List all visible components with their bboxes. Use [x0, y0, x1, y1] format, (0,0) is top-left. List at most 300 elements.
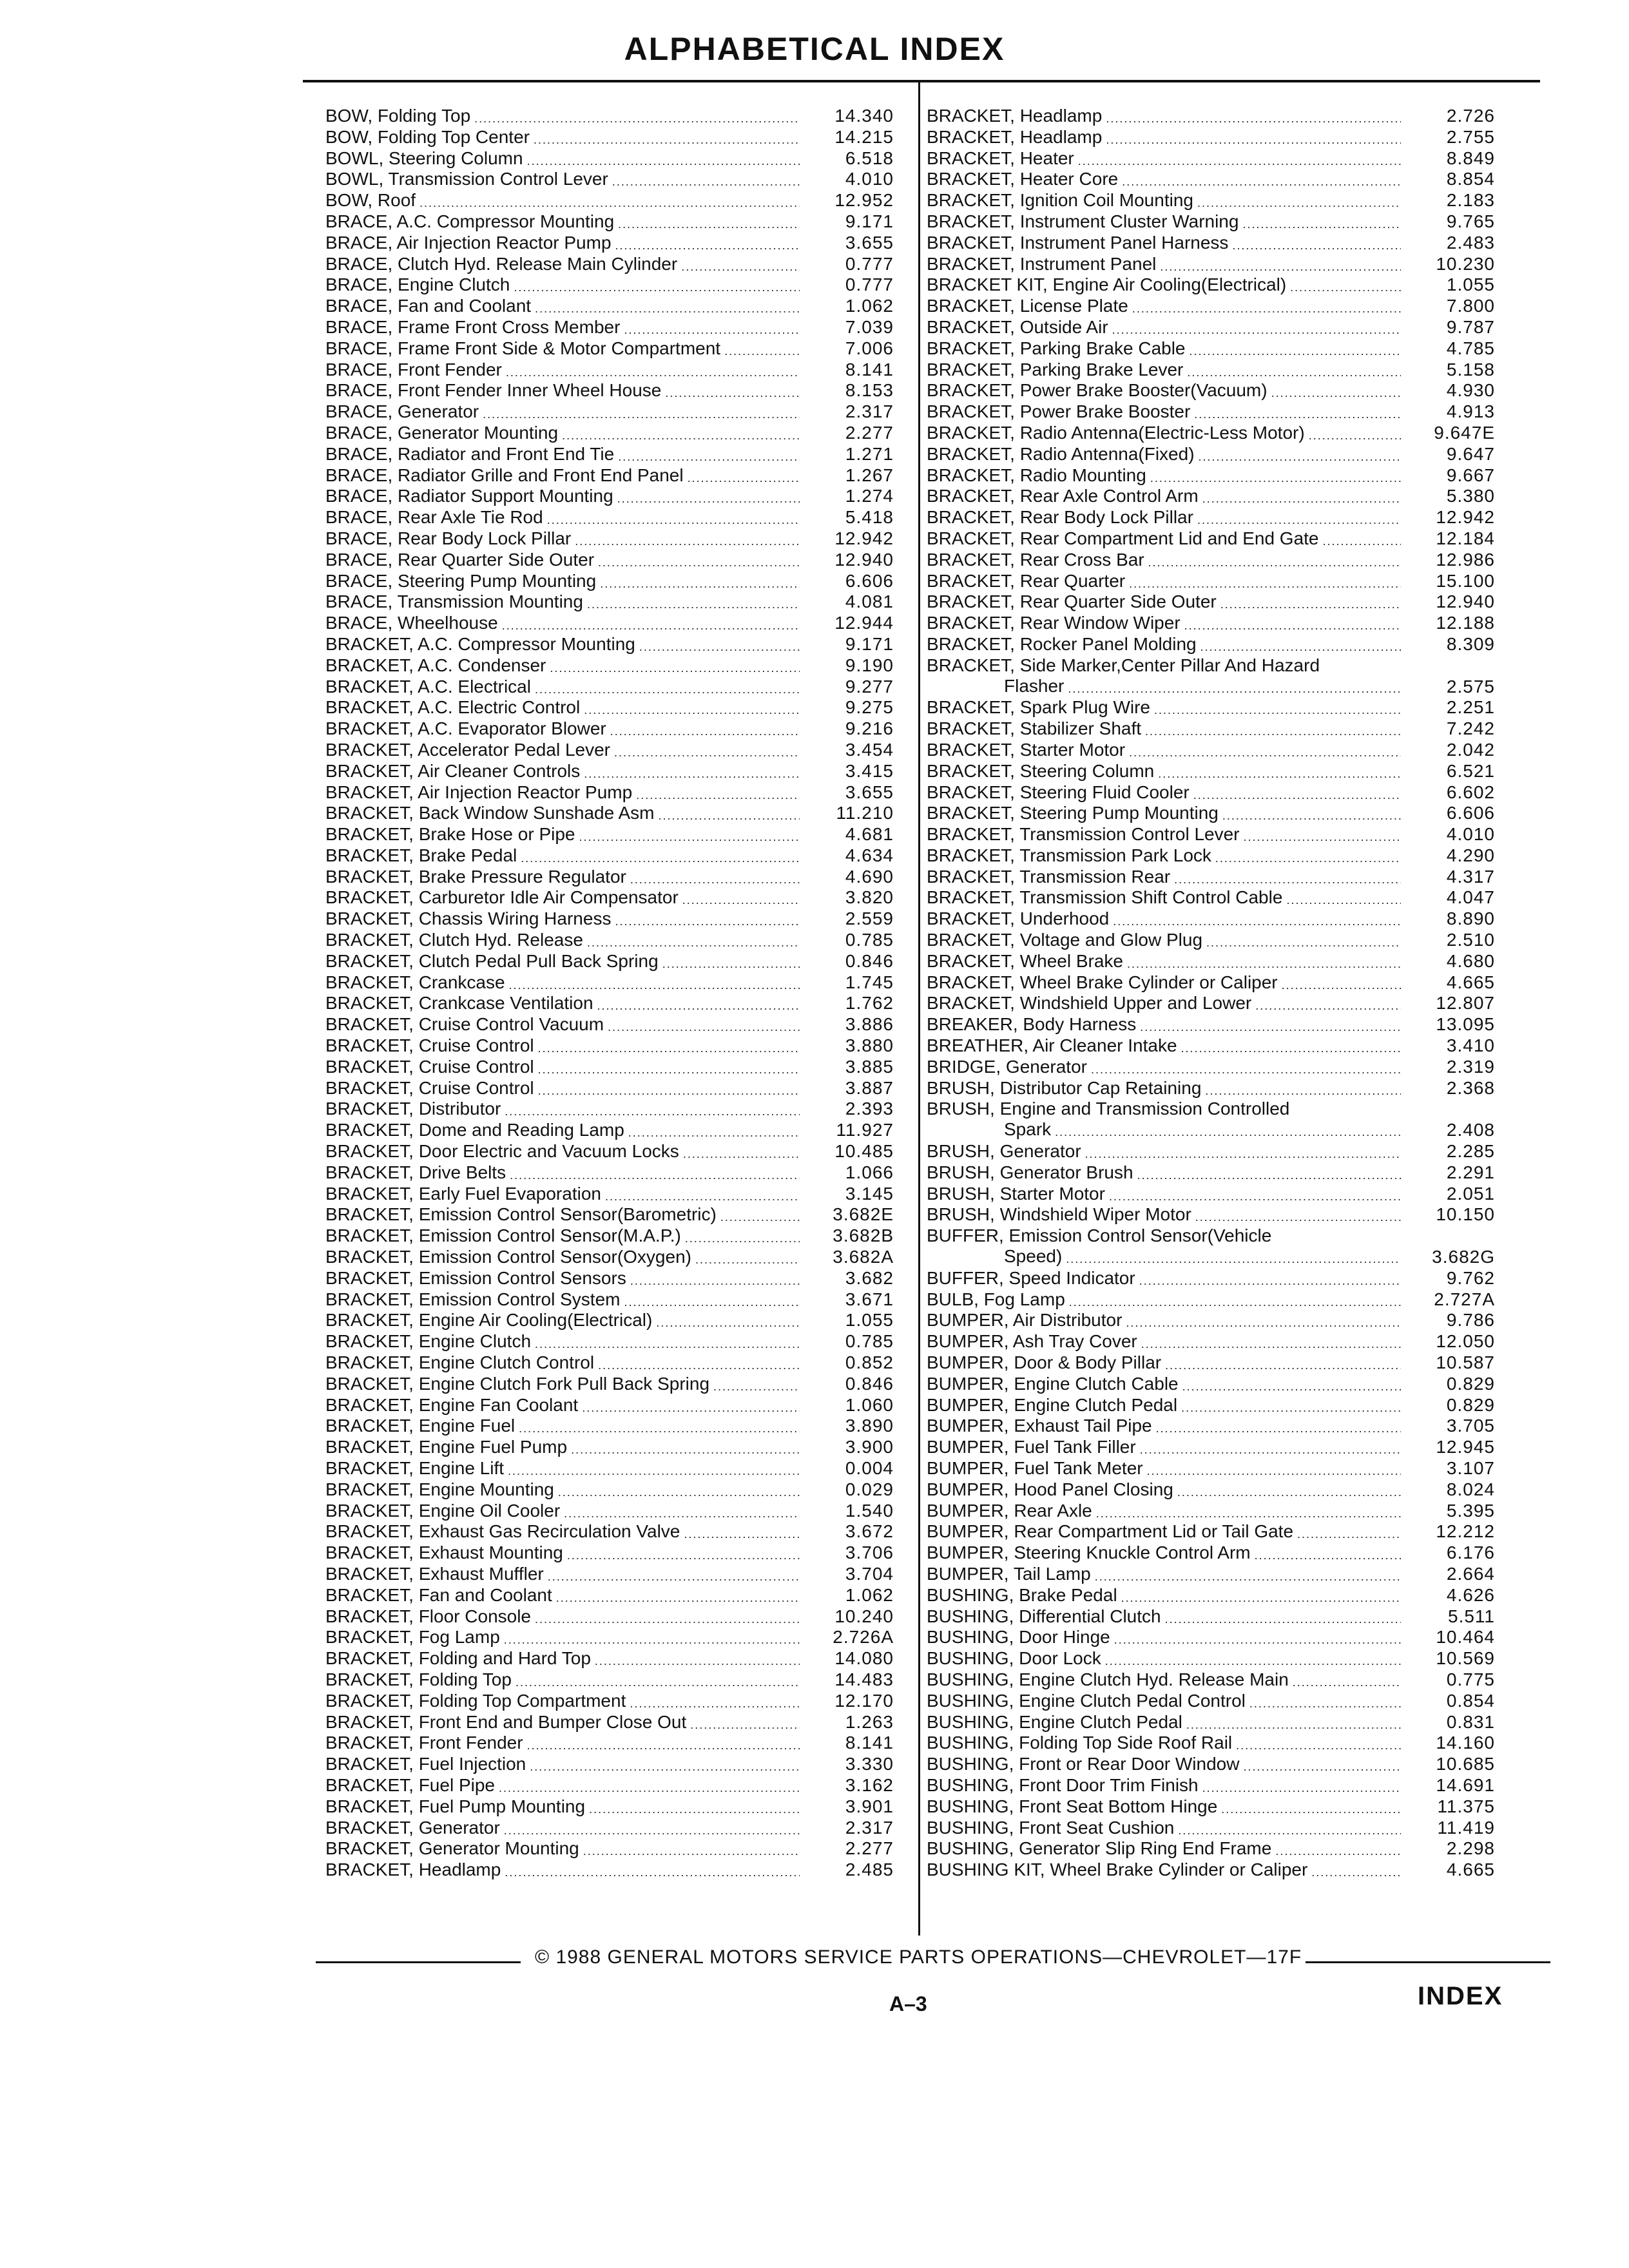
leader-dots	[1132, 301, 1401, 316]
leader-dots	[688, 470, 800, 486]
leader-dots	[556, 1590, 800, 1606]
index-entry	[927, 1669, 1507, 1691]
index-entry	[325, 106, 905, 127]
entry-name: BRACKET, Cruise Control Vacuum	[325, 1014, 604, 1035]
leader-dots	[1055, 1124, 1401, 1140]
entry-page: 4.634	[845, 845, 894, 865]
leader-dots	[681, 259, 800, 274]
entry-page: 3.410	[1446, 1035, 1495, 1056]
leader-dots	[558, 1485, 800, 1500]
index-entry	[927, 169, 1507, 190]
index-entry	[927, 317, 1507, 338]
index-entry	[325, 444, 905, 465]
entry-page: 2.291	[1446, 1162, 1495, 1182]
index-entry	[927, 211, 1507, 233]
leader-dots	[1181, 1400, 1401, 1416]
leader-dots	[1139, 1273, 1401, 1289]
entry-page: 1.745	[845, 972, 894, 992]
entry-name-continued: Speed)	[1004, 1246, 1063, 1267]
entry-page: 12.940	[834, 549, 894, 570]
index-entry	[325, 1564, 905, 1585]
index-entry	[927, 1775, 1507, 1796]
entry-name: BRACKET, Wheel Brake	[927, 950, 1123, 971]
leader-dots	[1127, 956, 1401, 972]
index-entry	[325, 1458, 905, 1479]
entry-name: BRACKET, Exhaust Gas Recirculation Valve	[325, 1521, 680, 1542]
entry-name: BRACE, Steering Pump Mounting	[325, 570, 597, 591]
entry-page: 6.606	[1446, 803, 1495, 823]
index-entry	[927, 550, 1507, 571]
entry-name: BUMPER, Ash Tray Cover	[927, 1331, 1137, 1352]
entry-name: BRACKET, Back Window Sunshade Asm	[325, 803, 655, 823]
index-entry	[325, 507, 905, 528]
entry-page: 2.755	[1446, 126, 1495, 147]
entry-page: 1.263	[845, 1711, 894, 1732]
entry-name: BRACKET, Emission Control Sensor(M.A.P.)	[325, 1225, 681, 1246]
entry-page: 1.762	[845, 993, 894, 1014]
leader-dots	[605, 1189, 800, 1204]
entry-page: 0.775	[1446, 1669, 1495, 1689]
leader-dots	[612, 174, 800, 189]
entry-name: BRUSH, Engine and Transmission Controlled	[927, 1099, 1290, 1119]
index-entry	[325, 1437, 905, 1458]
index-entry	[927, 1796, 1507, 1818]
index-entry	[927, 254, 1507, 275]
entry-page: 3.900	[845, 1437, 894, 1457]
index-entry	[927, 697, 1507, 718]
leader-dots	[1181, 1041, 1401, 1056]
entry-name: BRACKET, Headlamp	[927, 126, 1103, 147]
entry-name: BRACE, Radiator and Front End Tie	[325, 443, 615, 464]
index-entry	[325, 1247, 905, 1268]
leader-dots	[630, 1273, 800, 1289]
index-entry	[927, 1395, 1507, 1416]
entry-page: 2.317	[845, 1817, 894, 1838]
entry-page: 4.930	[1446, 380, 1495, 401]
entry-page: 3.705	[1446, 1416, 1495, 1436]
entry-page: 10.240	[834, 1606, 894, 1626]
header-rule	[303, 80, 1540, 82]
entry-name: BRACKET, Engine Lift	[325, 1458, 505, 1478]
entry-page: 7.242	[1446, 718, 1495, 739]
entry-name: BRACKET, Fan and Coolant	[325, 1584, 552, 1605]
leader-dots	[1109, 1189, 1401, 1204]
entry-page: 11.210	[836, 803, 894, 823]
entry-name: BRACKET, Cruise Control	[325, 1077, 534, 1098]
leader-dots	[1200, 639, 1401, 655]
entry-name: BRACE, Front Fender	[325, 359, 502, 380]
index-entry	[927, 930, 1507, 951]
index-entry	[927, 1141, 1507, 1162]
leader-dots	[682, 892, 800, 908]
leader-dots	[1106, 132, 1401, 148]
leader-dots	[1282, 977, 1401, 993]
leader-dots	[584, 766, 800, 782]
index-entry	[325, 1818, 905, 1839]
index-entry	[325, 930, 905, 951]
entry-page: 8.890	[1446, 908, 1495, 929]
entry-page: 12.184	[1436, 528, 1495, 548]
entry-name: BRACE, Rear Axle Tie Rod	[325, 507, 543, 528]
entry-page: 11.375	[1437, 1796, 1495, 1816]
index-entry	[325, 274, 905, 296]
entry-name: BRACKET, A.C. Electric Control	[325, 697, 581, 718]
entry-name: BRACKET, Radio Antenna(Electric-Less Motor)	[927, 422, 1305, 443]
entry-page: 2.510	[1446, 930, 1495, 950]
entry-page: 2.726	[1446, 106, 1495, 126]
leader-dots	[1220, 597, 1401, 612]
leader-dots	[538, 1083, 800, 1099]
leader-dots	[562, 428, 800, 443]
entry-page: 7.006	[845, 338, 894, 358]
entry-name: BRACKET, Power Brake Booster	[927, 401, 1191, 422]
leader-dots	[579, 829, 800, 845]
entry-page: 5.511	[1448, 1606, 1495, 1626]
leader-dots	[1147, 1463, 1401, 1479]
entry-name: BRACKET, Rear Body Lock Pillar	[927, 507, 1193, 528]
entry-name: BRACKET, A.C. Compressor Mounting	[325, 633, 635, 654]
leader-dots	[1275, 1843, 1401, 1859]
entry-name: BRACKET, Engine Fuel	[325, 1416, 516, 1436]
entry-name: BRACKET, Steering Fluid Cooler	[927, 782, 1190, 802]
entry-page: 9.647	[1446, 443, 1495, 464]
entry-page: 12.944	[834, 613, 894, 633]
page-number: A–3	[889, 1992, 927, 2015]
footer-rule-left	[316, 1961, 521, 1963]
leader-dots	[1114, 1632, 1401, 1648]
leader-dots	[508, 1463, 800, 1479]
index-entry	[927, 1521, 1507, 1542]
entry-page: 3.885	[845, 1056, 894, 1077]
entry-name: BRACKET, Starter Motor	[927, 739, 1126, 760]
index-entry	[325, 550, 905, 571]
entry-name: BRACKET, Engine Oil Cooler	[325, 1500, 561, 1521]
index-entry	[927, 1035, 1507, 1057]
entry-name: BREAKER, Body Harness	[927, 1014, 1137, 1035]
index-entry	[325, 1669, 905, 1691]
index-entry	[325, 761, 905, 782]
entry-name: BUSHING, Folding Top Side Roof Rail	[927, 1733, 1233, 1753]
entry-name: BUSHING, Front Seat Bottom Hinge	[927, 1796, 1218, 1816]
leader-dots	[548, 1569, 800, 1584]
entry-name: BRACKET, Early Fuel Evaporation	[325, 1183, 601, 1204]
index-entry	[325, 1733, 905, 1754]
entry-page: 2.317	[845, 401, 894, 422]
index-entry	[325, 1627, 905, 1648]
entry-page: 8.141	[845, 1733, 894, 1753]
leader-dots	[1197, 512, 1401, 528]
entry-page: 8.854	[1446, 169, 1495, 189]
entry-page: 12.945	[1436, 1437, 1495, 1457]
entry-page: 7.039	[845, 316, 894, 337]
entry-name: BOW, Roof	[325, 190, 416, 211]
entry-page: 0.777	[845, 253, 894, 274]
index-entry	[927, 1860, 1507, 1881]
entry-page: 12.807	[1436, 993, 1495, 1014]
leader-dots	[1113, 914, 1401, 929]
entry-name: BRACKET, Engine Air Cooling(Electrical)	[325, 1310, 653, 1331]
entry-name: BRACKET, Fuel Pipe	[325, 1774, 495, 1795]
entry-name: BRACKET, Engine Clutch Control	[325, 1352, 595, 1373]
entry-name: BUFFER, Speed Indicator	[927, 1267, 1135, 1288]
index-column-right	[927, 106, 1507, 1881]
entry-name: BUMPER, Engine Clutch Cable	[927, 1373, 1179, 1394]
entry-name: BRACKET, Rear Window Wiper	[927, 613, 1181, 633]
index-entry	[325, 1204, 905, 1225]
index-entry	[927, 528, 1507, 550]
entry-name: BRACE, Air Injection Reactor Pump	[325, 232, 612, 253]
leader-dots	[639, 639, 800, 655]
entry-page: 3.682	[845, 1267, 894, 1288]
entry-name: BRACKET, Steering Pump Mounting	[927, 803, 1219, 823]
entry-name: BOW, Folding Top	[325, 106, 471, 126]
leader-dots	[510, 1168, 800, 1183]
entry-page: 2.483	[1446, 232, 1495, 253]
entry-name: BUMPER, Exhaust Tail Pipe	[927, 1416, 1152, 1436]
entry-page: 14.215	[834, 126, 894, 147]
entry-page: 9.190	[845, 655, 894, 675]
entry-name: BRACKET, Instrument Panel Harness	[927, 232, 1229, 253]
entry-name: BRACKET, Outside Air	[927, 316, 1108, 337]
entry-name: BRACKET, Transmission Control Lever	[927, 824, 1240, 845]
entry-name: BRACKET, Emission Control Sensors	[325, 1267, 626, 1288]
index-entry	[927, 740, 1507, 761]
leader-dots	[506, 365, 800, 380]
index-entry	[927, 444, 1507, 465]
leader-dots	[575, 533, 800, 549]
index-entry	[927, 1733, 1507, 1754]
entry-name: BOWL, Transmission Control Lever	[325, 169, 608, 189]
entry-page: 12.212	[1436, 1521, 1495, 1542]
entry-name: BRACKET, Wheel Brake Cylinder or Caliper	[927, 972, 1278, 992]
entry-name: BRACKET, A.C. Electrical	[325, 676, 531, 697]
leader-dots	[589, 1802, 800, 1817]
entry-name: BRACKET, Windshield Upper and Lower	[927, 993, 1252, 1014]
index-entry	[927, 1057, 1507, 1078]
leader-dots	[665, 385, 800, 401]
entry-name: BULB, Fog Lamp	[927, 1289, 1065, 1309]
leader-dots	[538, 1041, 800, 1056]
entry-name: BRACKET, Engine Fuel Pump	[325, 1437, 568, 1457]
leader-dots	[1156, 1421, 1401, 1436]
index-entry	[927, 1437, 1507, 1458]
entry-name: BRACKET, Transmission Shift Control Cable	[927, 887, 1283, 908]
entry-name: BRACKET, Radio Mounting	[927, 465, 1146, 485]
entry-page: 2.319	[1446, 1056, 1495, 1077]
entry-page: 12.940	[1436, 591, 1495, 612]
index-entry	[927, 1458, 1507, 1479]
leader-dots	[567, 1548, 800, 1563]
entry-page: 3.682A	[833, 1247, 894, 1267]
entry-page: 2.042	[1446, 739, 1495, 760]
entry-page: 14.483	[834, 1669, 894, 1689]
leader-dots	[499, 1780, 800, 1796]
index-entry	[927, 1184, 1507, 1205]
index-entry	[927, 761, 1507, 782]
entry-name: BUSHING, Engine Clutch Pedal	[927, 1711, 1182, 1732]
leader-dots	[1193, 787, 1401, 803]
entry-name: BRACKET, Carburetor Idle Air Compensator	[325, 887, 679, 908]
entry-page: 9.171	[845, 633, 894, 654]
entry-name: BRACKET, Air Injection Reactor Pump	[325, 782, 633, 802]
leader-dots	[505, 1104, 800, 1119]
index-entry	[927, 401, 1507, 423]
index-entry	[927, 465, 1507, 486]
index-entry	[325, 1014, 905, 1035]
entry-page: 4.690	[845, 866, 894, 887]
leader-dots	[419, 195, 800, 211]
entry-page: 9.275	[845, 697, 894, 718]
index-entry	[325, 1648, 905, 1669]
index-entry	[927, 782, 1507, 803]
index-entry	[325, 1374, 905, 1395]
leader-dots	[1091, 1062, 1401, 1077]
entry-page: 0.829	[1446, 1373, 1495, 1394]
leader-dots	[583, 1843, 800, 1859]
index-entry	[927, 1818, 1507, 1839]
index-entry	[927, 1691, 1507, 1712]
leader-dots	[1249, 1696, 1401, 1711]
index-entry	[325, 338, 905, 360]
entry-page: 2.183	[1446, 190, 1495, 211]
entry-name: BRACE, A.C. Compressor Mounting	[325, 211, 615, 231]
leader-dots	[1205, 1083, 1401, 1099]
entry-page: 6.518	[845, 148, 894, 168]
footer-rule-right	[1306, 1961, 1550, 1963]
entry-page: 3.887	[845, 1077, 894, 1098]
leader-dots	[535, 682, 800, 697]
index-entry	[325, 1542, 905, 1564]
leader-dots	[1178, 1823, 1401, 1838]
index-entry	[325, 360, 905, 381]
entry-name: BRACKET, Transmission Rear	[927, 866, 1171, 887]
entry-name: BRUSH, Starter Motor	[927, 1183, 1105, 1204]
leader-dots	[1129, 576, 1401, 591]
index-entry	[325, 677, 905, 698]
entry-name: BRACKET, Voltage and Glow Plug	[927, 930, 1203, 950]
entry-name: BRACKET, Steering Column	[927, 760, 1155, 781]
leader-dots	[509, 977, 800, 993]
leader-dots	[1323, 533, 1401, 549]
leader-dots	[1202, 491, 1401, 506]
index-entry	[325, 1395, 905, 1416]
entry-page: 8.024	[1446, 1479, 1495, 1499]
entry-page: 4.047	[1446, 887, 1495, 908]
entry-name: BRACKET, A.C. Condenser	[325, 655, 546, 675]
index-entry	[927, 972, 1507, 994]
index-entry	[325, 317, 905, 338]
entry-page: 3.162	[845, 1774, 894, 1795]
index-entry	[927, 486, 1507, 507]
entry-page: 4.681	[845, 824, 894, 845]
entry-name: BRACKET, Rear Compartment Lid and End Gate	[927, 528, 1319, 548]
index-entry	[927, 380, 1507, 401]
entry-name: BRACKET, Front End and Bumper Close Out	[325, 1711, 687, 1732]
entry-name: BRACKET, Engine Clutch Fork Pull Back Spring	[325, 1373, 710, 1394]
entry-page: 0.846	[845, 950, 894, 971]
entry-name: BRACKET, Heater	[927, 148, 1074, 168]
entry-page: 9.787	[1446, 316, 1495, 337]
entry-name: BRACKET, Front Fender	[325, 1733, 523, 1753]
entry-name: BRACKET, Rocker Panel Molding	[927, 633, 1197, 654]
entry-name: BRACE, Rear Quarter Side Outer	[325, 549, 595, 570]
entry-name: BRUSH, Generator Brush	[927, 1162, 1133, 1182]
entry-page: 0.854	[1446, 1690, 1495, 1711]
entry-name: BRACE, Wheelhouse	[325, 613, 498, 633]
entry-page: 5.380	[1446, 486, 1495, 506]
entry-name: BRACKET, Distributor	[325, 1099, 501, 1119]
entry-name: BUMPER, Steering Knuckle Control Arm	[927, 1542, 1251, 1563]
leader-dots	[1186, 1717, 1401, 1733]
leader-dots	[724, 343, 800, 359]
entry-name: BUMPER, Rear Compartment Lid or Tail Gate	[927, 1521, 1294, 1542]
index-entry	[927, 887, 1507, 908]
entry-page: 3.671	[845, 1289, 894, 1309]
index-entry	[927, 1712, 1507, 1733]
leader-dots	[1177, 1485, 1401, 1500]
entry-name: BRACKET, Exhaust Mounting	[325, 1542, 563, 1563]
leader-dots	[1148, 555, 1401, 570]
entry-name: BREATHER, Air Cleaner Intake	[927, 1035, 1177, 1056]
entry-page: 1.271	[845, 443, 894, 464]
entry-name: BRACKET, Folding Top	[325, 1669, 512, 1689]
index-entry	[927, 1754, 1507, 1775]
leader-dots	[1140, 1442, 1401, 1457]
entry-page: 4.081	[845, 591, 894, 612]
entry-page: 12.188	[1436, 613, 1495, 633]
index-entry	[927, 634, 1507, 655]
entry-page: 12.942	[834, 528, 894, 548]
entry-page: 8.849	[1446, 148, 1495, 168]
entry-name: BUMPER, Engine Clutch Pedal	[927, 1394, 1178, 1415]
entry-page: 14.160	[1436, 1733, 1495, 1753]
leader-dots	[614, 745, 800, 760]
entry-name: BRACKET, Radio Antenna(Fixed)	[927, 443, 1195, 464]
entry-name: BUSHING, Door Hinge	[927, 1627, 1110, 1648]
index-entry	[325, 148, 905, 169]
entry-name: BRIDGE, Generator	[927, 1056, 1087, 1077]
leader-dots	[519, 1421, 800, 1436]
entry-name: BRACKET, Accelerator Pedal Lever	[325, 739, 610, 760]
index-entry	[927, 803, 1507, 824]
entry-name: BRACKET, Side Marker,Center Pillar And Hazard	[927, 655, 1320, 675]
entry-page: 5.418	[845, 507, 894, 528]
leader-dots	[1160, 259, 1401, 274]
entry-page: 10.464	[1436, 1627, 1495, 1648]
leader-dots	[610, 724, 800, 739]
leader-dots	[1311, 1865, 1401, 1880]
leader-dots	[618, 216, 800, 232]
leader-dots	[587, 597, 800, 612]
entry-name: BRACKET, A.C. Evaporator Blower	[325, 718, 606, 739]
entry-page: 1.540	[845, 1500, 894, 1521]
entry-page: 9.647E	[1434, 422, 1495, 443]
entry-page: 3.672	[845, 1521, 894, 1542]
entry-page: 3.145	[845, 1183, 894, 1204]
entry-page: 10.569	[1436, 1648, 1495, 1669]
entry-page: 12.050	[1436, 1331, 1495, 1352]
entry-page: 2.559	[845, 908, 894, 929]
index-entry	[927, 655, 1507, 698]
index-entry	[927, 1225, 1507, 1268]
index-entry	[325, 1712, 905, 1733]
index-entry	[927, 360, 1507, 381]
entry-name: BRACE, Radiator Grille and Front End Panel	[325, 465, 684, 485]
entry-page: 2.726A	[833, 1627, 894, 1648]
leader-dots	[617, 491, 800, 506]
index-entry	[927, 338, 1507, 360]
entry-name: BRACKET, Crankcase	[325, 972, 505, 992]
